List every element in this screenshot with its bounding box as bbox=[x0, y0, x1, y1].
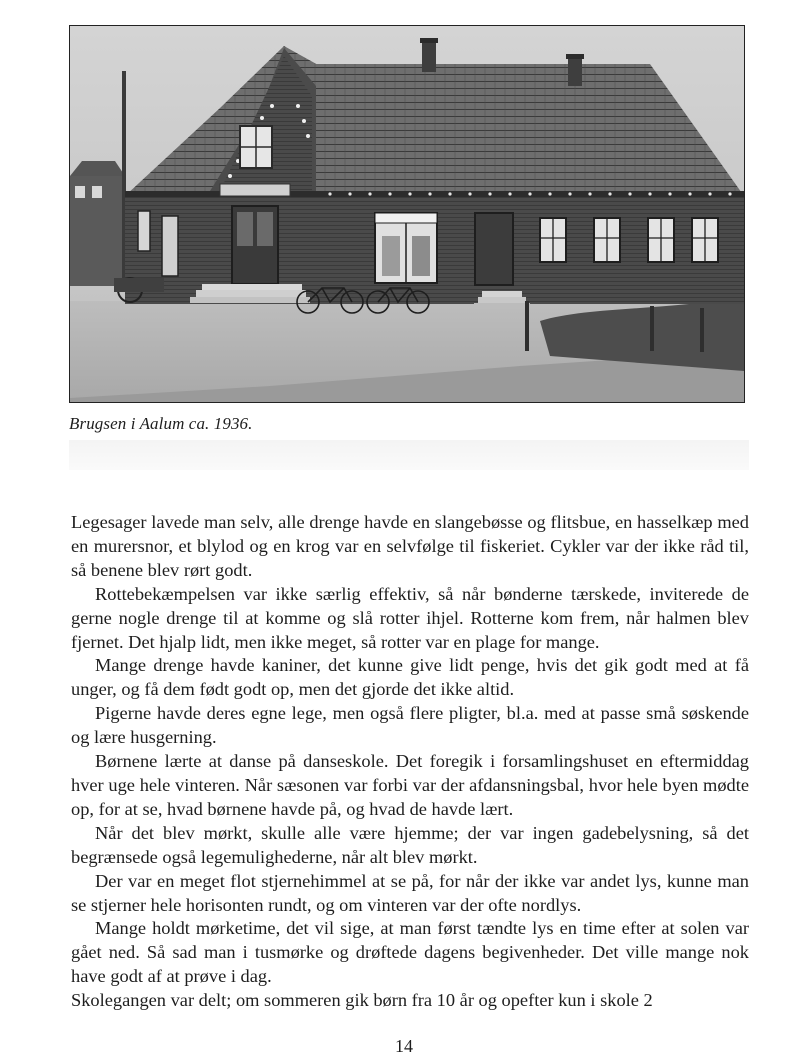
paragraph: Mange holdt mørketime, det vil sige, at man først tændte lys en time efter at solen var gået ned. Så sad man i tusmørke og drøftede dagens begivenheder. Det ville mange nok have godt af at prøve i dag. bbox=[71, 918, 749, 987]
paragraph: Når det blev mørkt, skulle alle være hjemme; der var ingen gadebelysning, så det begrænsede også legemulighederne, når alt blev mørkt. bbox=[71, 822, 749, 867]
paragraph: Pigerne havde deres egne lege, men også flere pligter, bl.a. med at passe små søskende og lære husgerning. bbox=[71, 703, 749, 748]
show-through-band bbox=[69, 440, 749, 470]
paragraph: Der var en meget flot stjernehimmel at se på, for når der ikke var andet lys, kunne man se stjerner hele horisonten rundt, og om vinteren var der ofte nordlys. bbox=[71, 870, 749, 915]
paragraph: Legesager lavede man selv, alle drenge havde en slangebøsse og flitsbue, en hasselkæp med en murersnor, et blylod og en krog var en selvfølge til fiskeriet. Cykler var der ikke råd til, så benene blev rørt godt. bbox=[71, 512, 749, 580]
paragraph: Skolegangen var delt; om sommeren gik børn fra 10 år og opefter kun i skole 2 bbox=[71, 990, 653, 1011]
paragraph: Børnene lærte at danse på danseskole. Det foregik i forsamlingshuset en eftermiddag hver uge hele vinteren. Når sæsonen var forbi var der afdansningsbal, hvor hele byen mødte op, for at se, hvad børnene havde på, og hvad de havde lært. bbox=[71, 751, 749, 819]
paragraph: Mange drenge havde kaniner, det kunne give lidt penge, hvis det gik godt med at få unger, og få dem født godt op, men det gjorde det ikke altid. bbox=[71, 655, 749, 700]
page-number: 14 bbox=[395, 1036, 413, 1056]
shop-photograph bbox=[69, 25, 745, 403]
photo-illustration bbox=[70, 26, 744, 402]
photo-caption: Brugsen i Aalum ca. 1936. bbox=[69, 414, 253, 433]
body-text bbox=[71, 511, 749, 1013]
paragraph: Rottebekæmpelsen var ikke særlig effektiv, så når bønderne tærskede, inviterede de gerne nogle drenge til at komme og slå rotter ihjel. Rotterne kom frem, når halmen blev fjernet. Det hjalp lidt, men ikke meget, så rotter var en plage for mange. bbox=[71, 583, 749, 652]
